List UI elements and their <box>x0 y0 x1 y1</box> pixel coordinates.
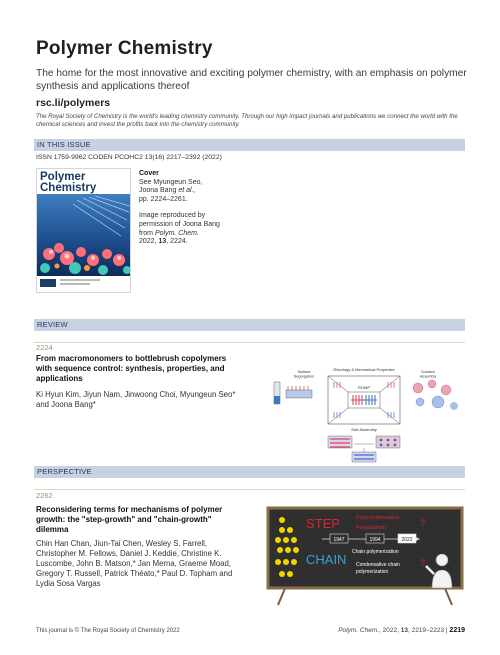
review-toc-graphic <box>268 362 463 464</box>
perspective-page-number[interactable]: 2262 <box>36 491 53 500</box>
perspective-toc-graphic <box>266 506 464 606</box>
reproduced-line-3: from Polym. Chem. <box>139 229 199 237</box>
label-romp: ROMP <box>358 385 370 390</box>
journal-url[interactable]: rsc.li/polymers <box>36 97 111 109</box>
review-page-number[interactable]: 2224 <box>36 343 53 352</box>
step-label: STEP <box>306 516 340 531</box>
question-mark-red: ? <box>420 518 426 528</box>
perspective-article-title[interactable]: Reconsidering terms for mechanisms of polymer growth: the "step-growth" and "chain-growth" dilemma <box>36 505 223 534</box>
reproduced-line-2: permission of Joona Bang <box>139 220 220 228</box>
rsc-logo-icon <box>40 279 56 287</box>
cover-journal-title <box>40 172 96 194</box>
cover-info <box>139 170 249 247</box>
footer-copyright: This journal is © The Royal Society of Chemistry 2022 <box>36 628 180 634</box>
review-article-title[interactable]: From macromonomers to bottlebrush copolymers with sequence control: synthesis, properties, and applications <box>36 354 227 383</box>
condensative-label-1: Condensative chain <box>356 562 400 568</box>
year-2022: 2022 <box>401 537 413 543</box>
section-bar-review: REVIEW <box>34 319 465 331</box>
cover-credit-line-1: See Myungeun Seo, <box>139 178 203 186</box>
cover-credit-line-3: pp. 2224–2261. <box>139 195 188 203</box>
reproduced-line-4: 2022, 13, 2224. <box>139 238 188 246</box>
divider <box>34 489 465 490</box>
polycondensation-label: Polycondensation <box>356 515 400 521</box>
journal-title: Polymer Chemistry <box>36 38 213 59</box>
condensative-label-2: polymerization <box>356 569 389 575</box>
section-bar-in-this-issue: IN THIS ISSUE <box>34 139 465 151</box>
label-self-assembly: Self-Assembly <box>351 427 377 432</box>
issn-line: ISSN 1759-9962 CODEN PCOHC2 13(16) 2217–2392 (2022) <box>36 154 222 161</box>
cover-footer <box>40 277 128 289</box>
cover-title-line-1: Polymer <box>40 171 86 183</box>
review-authors: Ki Hyun Kim, Jiyun Nam, Jinwoong Choi, Myungeun Seo* and Joona Bang* <box>36 390 236 409</box>
cover-artwork <box>37 194 131 276</box>
question-mark-red-2: ? <box>420 558 426 568</box>
chain-polymerization-label: Chain polymerization <box>352 549 399 555</box>
cover-title-line-2: Chemistry <box>40 182 97 194</box>
reproduced-line-1: Image reproduced by <box>139 212 206 220</box>
year-1994: 1994 <box>369 537 381 543</box>
divider <box>34 342 465 343</box>
rsc-blurb: The Royal Society of Chemistry is the world's leading chemistry community. Through our high impact journals and publications we connect the world with the chemical sciences and invest the profits back into the chemistry community. <box>36 113 458 128</box>
chain-label: CHAIN <box>306 552 347 567</box>
cover-heading: Cover <box>139 170 159 177</box>
label-surface-segregation: Surface Segregation <box>293 370 315 379</box>
footer-citation: Polym. Chem., 2022, 13, 2219–2223 | 2219 <box>338 627 465 634</box>
year-1947: 1947 <box>333 537 345 543</box>
polyaddition-label: Polyaddition <box>356 525 386 531</box>
cover-credit-line-2: Joona Bang et al., <box>139 187 196 195</box>
journal-tagline: The home for the most innovative and exciting polymer chemistry, with an emphasis on polymer synthesis and applications thereof <box>36 68 467 92</box>
section-bar-perspective: PERSPECTIVE <box>34 466 465 478</box>
label-rheology: Rheology & Mechanical Properties <box>333 367 395 372</box>
perspective-authors: Chin Han Chan, Jiun-Tai Chen, Wesley S. Farrell, Christopher M. Fellows, Daniel J. Keddie, Christine K. Luscombe, John B. Matson,* Jan Merna, Graeme Moad, Gregory T. Russell, Patrick Théato,* Paul D. Topham and Lydia Sosa Vargas <box>36 539 233 588</box>
cover-image <box>36 168 131 293</box>
label-solution-assembly: Solution Assembly <box>419 370 437 379</box>
page-number: 2219 <box>449 627 465 634</box>
